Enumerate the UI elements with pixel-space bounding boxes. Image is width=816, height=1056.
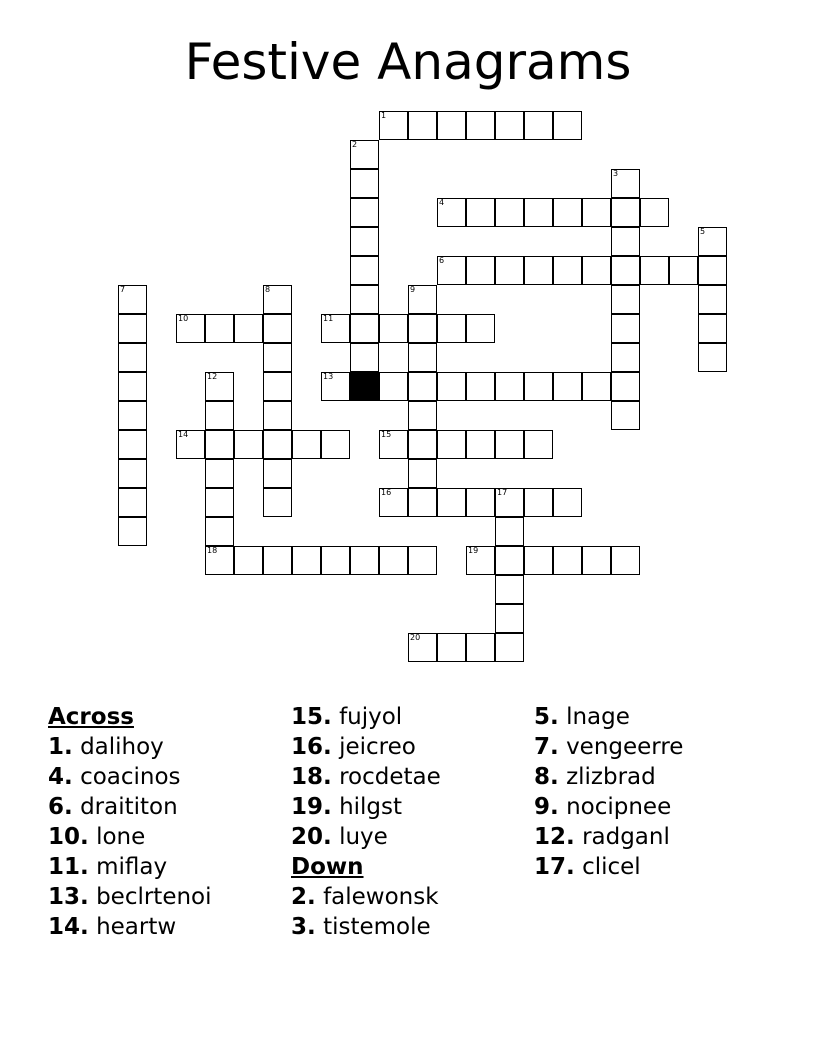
- grid-cell[interactable]: [495, 604, 524, 633]
- clue-across-11: 11. miflay: [48, 854, 168, 880]
- grid-cell[interactable]: [437, 256, 466, 285]
- clue-across-4: 4. coacinos: [48, 764, 181, 790]
- grid-cell[interactable]: [205, 372, 234, 401]
- grid-cell[interactable]: [611, 227, 640, 256]
- clue-across-18: 18. rocdetae: [291, 764, 441, 790]
- grid-cell[interactable]: [466, 546, 495, 575]
- clue-across-14: 14. heartw: [48, 914, 177, 940]
- grid-cell[interactable]: [553, 546, 582, 575]
- grid-cell[interactable]: [437, 111, 466, 140]
- grid-cell[interactable]: [437, 314, 466, 343]
- grid-cell[interactable]: [698, 227, 727, 256]
- grid-cell[interactable]: [205, 401, 234, 430]
- clue-across-10: 10. lone: [48, 824, 146, 850]
- cell-number: 6: [439, 256, 445, 265]
- black-cell: [350, 372, 379, 401]
- grid-cell[interactable]: [582, 372, 611, 401]
- clue-across-19: 19. hilgst: [291, 794, 403, 820]
- grid-cell[interactable]: [495, 256, 524, 285]
- grid-cell[interactable]: [263, 546, 292, 575]
- clue-down-3: 3. tistemole: [291, 914, 431, 940]
- cell-number: 16: [381, 488, 392, 497]
- grid-cell[interactable]: [263, 459, 292, 488]
- cell-number: 11: [323, 314, 334, 323]
- grid-cell[interactable]: [350, 285, 379, 314]
- grid-cell[interactable]: [495, 430, 524, 459]
- grid-cell[interactable]: [379, 430, 408, 459]
- grid-cell[interactable]: [350, 343, 379, 372]
- cell-number: 20: [410, 633, 421, 642]
- grid-cell[interactable]: [582, 256, 611, 285]
- grid-cell[interactable]: [379, 314, 408, 343]
- grid-cell[interactable]: [466, 198, 495, 227]
- puzzle-title: Festive Anagrams: [184, 33, 632, 91]
- grid-cell[interactable]: [234, 430, 263, 459]
- grid-cell[interactable]: [553, 488, 582, 517]
- grid-cell[interactable]: [408, 343, 437, 372]
- clue-column-2: [291, 702, 531, 942]
- grid-cell[interactable]: [495, 633, 524, 662]
- grid-cell[interactable]: [640, 198, 669, 227]
- grid-cell[interactable]: [611, 401, 640, 430]
- grid-cell[interactable]: [495, 517, 524, 546]
- grid-cell[interactable]: [176, 430, 205, 459]
- grid-cell[interactable]: [611, 198, 640, 227]
- grid-cell[interactable]: [292, 546, 321, 575]
- grid-cell[interactable]: [321, 372, 350, 401]
- grid-cell[interactable]: [466, 430, 495, 459]
- grid-cell[interactable]: [263, 314, 292, 343]
- grid-cell[interactable]: [321, 314, 350, 343]
- clue-down-5: 5. lnage: [534, 704, 630, 730]
- grid-cell[interactable]: [379, 488, 408, 517]
- clue-across-16: 16. jeicreo: [291, 734, 416, 760]
- clue-across-6: 6. draititon: [48, 794, 178, 820]
- grid-cell[interactable]: [118, 314, 147, 343]
- grid-cell[interactable]: [524, 198, 553, 227]
- grid-cell[interactable]: [495, 372, 524, 401]
- grid-cell[interactable]: [582, 198, 611, 227]
- grid-cell[interactable]: [698, 314, 727, 343]
- grid-cell[interactable]: [437, 198, 466, 227]
- grid-cell[interactable]: [495, 488, 524, 517]
- grid-cell[interactable]: [379, 546, 408, 575]
- cell-number: 13: [323, 372, 334, 381]
- grid-cell[interactable]: [524, 430, 553, 459]
- cell-number: 18: [207, 546, 218, 555]
- grid-cell[interactable]: [669, 256, 698, 285]
- grid-cell[interactable]: [350, 546, 379, 575]
- grid-cell[interactable]: [321, 430, 350, 459]
- cell-number: 7: [120, 285, 126, 294]
- clue-down-17: 17. clicel: [534, 854, 641, 880]
- cell-number: 14: [178, 430, 189, 439]
- grid-cell[interactable]: [524, 546, 553, 575]
- cell-number: 3: [613, 169, 619, 178]
- grid-cell[interactable]: [524, 256, 553, 285]
- grid-cell[interactable]: [437, 372, 466, 401]
- cell-number: 19: [468, 546, 479, 555]
- cell-number: 12: [207, 372, 218, 381]
- grid-cell[interactable]: [408, 111, 437, 140]
- grid-cell[interactable]: [118, 517, 147, 546]
- grid-cell[interactable]: [466, 488, 495, 517]
- grid-cell[interactable]: [524, 488, 553, 517]
- grid-cell[interactable]: [553, 198, 582, 227]
- grid-cell[interactable]: [205, 546, 234, 575]
- grid-cell[interactable]: [553, 256, 582, 285]
- grid-cell[interactable]: [408, 401, 437, 430]
- grid-cell[interactable]: [524, 372, 553, 401]
- grid-cell[interactable]: [408, 372, 437, 401]
- grid-cell[interactable]: [466, 314, 495, 343]
- grid-cell[interactable]: [205, 459, 234, 488]
- grid-cell[interactable]: [292, 430, 321, 459]
- grid-cell[interactable]: [205, 430, 234, 459]
- cell-number: 4: [439, 198, 445, 207]
- clue-across-1: 1. dalihoy: [48, 734, 164, 760]
- cell-number: 8: [265, 285, 271, 294]
- grid-cell[interactable]: [524, 111, 553, 140]
- grid-cell[interactable]: [466, 111, 495, 140]
- grid-cell[interactable]: [408, 285, 437, 314]
- grid-cell[interactable]: [263, 285, 292, 314]
- cell-number: 15: [381, 430, 392, 439]
- grid-cell[interactable]: [611, 343, 640, 372]
- grid-cell[interactable]: [611, 546, 640, 575]
- grid-cell[interactable]: [611, 256, 640, 285]
- grid-cell[interactable]: [263, 343, 292, 372]
- clue-down-9: 9. nocipnee: [534, 794, 672, 820]
- grid-cell[interactable]: [379, 372, 408, 401]
- grid-cell[interactable]: [350, 227, 379, 256]
- grid-cell[interactable]: [350, 198, 379, 227]
- grid-cell[interactable]: [466, 256, 495, 285]
- cell-number: 5: [700, 227, 706, 236]
- clue-down-8: 8. zlizbrad: [534, 764, 656, 790]
- grid-cell[interactable]: [495, 575, 524, 604]
- cell-number: 10: [178, 314, 189, 323]
- clue-column-1: [48, 702, 288, 942]
- grid-cell[interactable]: [698, 343, 727, 372]
- down-heading: Down: [291, 854, 364, 880]
- grid-cell[interactable]: [350, 169, 379, 198]
- grid-cell[interactable]: [379, 111, 408, 140]
- grid-cell[interactable]: [466, 372, 495, 401]
- grid-cell[interactable]: [611, 169, 640, 198]
- grid-cell[interactable]: [205, 517, 234, 546]
- clue-down-12: 12. radganl: [534, 824, 670, 850]
- clue-down-2: 2. falewonsk: [291, 884, 439, 910]
- grid-cell[interactable]: [118, 401, 147, 430]
- grid-cell[interactable]: [263, 372, 292, 401]
- clue-down-7: 7. vengeerre: [534, 734, 684, 760]
- grid-cell[interactable]: [118, 430, 147, 459]
- grid-cell[interactable]: [234, 546, 263, 575]
- grid-cell[interactable]: [118, 285, 147, 314]
- grid-cell[interactable]: [350, 256, 379, 285]
- grid-cell[interactable]: [495, 546, 524, 575]
- clue-across-13: 13. beclrtenoi: [48, 884, 212, 910]
- grid-cell[interactable]: [118, 488, 147, 517]
- grid-cell[interactable]: [553, 111, 582, 140]
- grid-cell[interactable]: [176, 314, 205, 343]
- grid-cell[interactable]: [611, 285, 640, 314]
- cell-number: 2: [352, 140, 358, 149]
- grid-cell[interactable]: [495, 198, 524, 227]
- grid-cell[interactable]: [408, 633, 437, 662]
- grid-cell[interactable]: [408, 488, 437, 517]
- grid-cell[interactable]: [698, 285, 727, 314]
- grid-cell[interactable]: [263, 488, 292, 517]
- grid-cell[interactable]: [437, 430, 466, 459]
- grid-cell[interactable]: [408, 314, 437, 343]
- clue-column-3: [534, 702, 774, 882]
- grid-cell[interactable]: [611, 314, 640, 343]
- grid-cell[interactable]: [321, 546, 350, 575]
- grid-cell[interactable]: [582, 546, 611, 575]
- grid-cell[interactable]: [611, 372, 640, 401]
- grid-cell[interactable]: [553, 372, 582, 401]
- cell-number: 1: [381, 111, 387, 120]
- grid-cell[interactable]: [466, 633, 495, 662]
- grid-cell[interactable]: [408, 546, 437, 575]
- clue-across-20: 20. luye: [291, 824, 388, 850]
- grid-cell[interactable]: [408, 459, 437, 488]
- clue-across-15: 15. fujyol: [291, 704, 403, 730]
- grid-cell[interactable]: [408, 430, 437, 459]
- grid-cell[interactable]: [437, 633, 466, 662]
- grid-cell[interactable]: [350, 314, 379, 343]
- grid-cell[interactable]: [640, 256, 669, 285]
- grid-cell[interactable]: [118, 459, 147, 488]
- grid-cell[interactable]: [350, 140, 379, 169]
- grid-cell[interactable]: [205, 314, 234, 343]
- grid-cell[interactable]: [118, 372, 147, 401]
- grid-cell[interactable]: [437, 488, 466, 517]
- grid-cell[interactable]: [698, 256, 727, 285]
- grid-cell[interactable]: [263, 430, 292, 459]
- grid-cell[interactable]: [495, 111, 524, 140]
- grid-cell[interactable]: [118, 343, 147, 372]
- grid-cell[interactable]: [234, 314, 263, 343]
- cell-number: 9: [410, 285, 416, 294]
- cell-number: 17: [497, 488, 508, 497]
- across-heading: Across: [48, 704, 134, 730]
- grid-cell[interactable]: [205, 488, 234, 517]
- grid-cell[interactable]: [263, 401, 292, 430]
